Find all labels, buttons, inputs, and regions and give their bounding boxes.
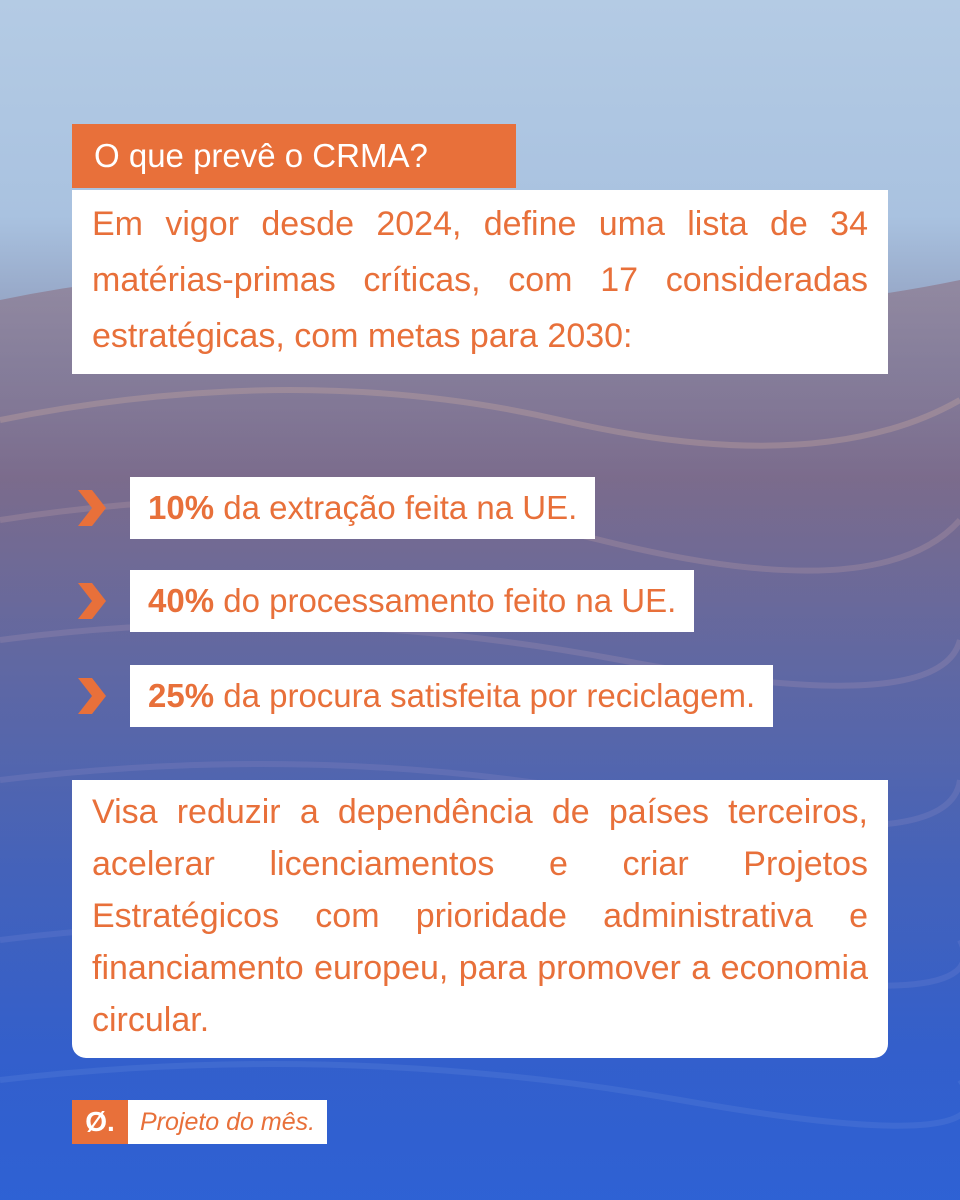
target-percentage: 25% (148, 677, 215, 714)
chevron-right-icon (72, 674, 112, 718)
target-item-1 (72, 477, 595, 539)
target-item-box (130, 665, 773, 727)
footer-branding (72, 1100, 327, 1144)
intro-text: Em vigor desde 2024, define uma lista de 34 matérias-primas críticas, com 17 consideradas estratégicas, com metas para 2030: (72, 190, 888, 374)
target-item-3 (72, 665, 773, 727)
target-item-2 (72, 570, 694, 632)
target-percentage: 40% (148, 582, 215, 619)
chevron-right-icon (72, 579, 112, 623)
target-item-box (130, 477, 595, 539)
target-description: da procura satisfeita por reciclagem. (214, 677, 756, 714)
target-description: da extração feita na UE. (214, 489, 578, 526)
footer-tagline: Projeto do mês. (128, 1100, 327, 1144)
brand-logo: Ø. (72, 1100, 128, 1144)
target-item-box (130, 570, 694, 632)
target-description: do processamento feito na UE. (214, 582, 677, 619)
intro-box (72, 190, 888, 374)
target-percentage: 10% (148, 489, 215, 526)
page-title: O que prevê o CRMA? (72, 124, 516, 188)
chevron-right-icon (72, 486, 112, 530)
outro-text: Visa reduzir a dependência de países terceiros, acelerar licenciamentos e criar Projetos Estratégicos com prioridade administrativa e financiamento europeu, para promover a economia circular. (72, 780, 888, 1058)
